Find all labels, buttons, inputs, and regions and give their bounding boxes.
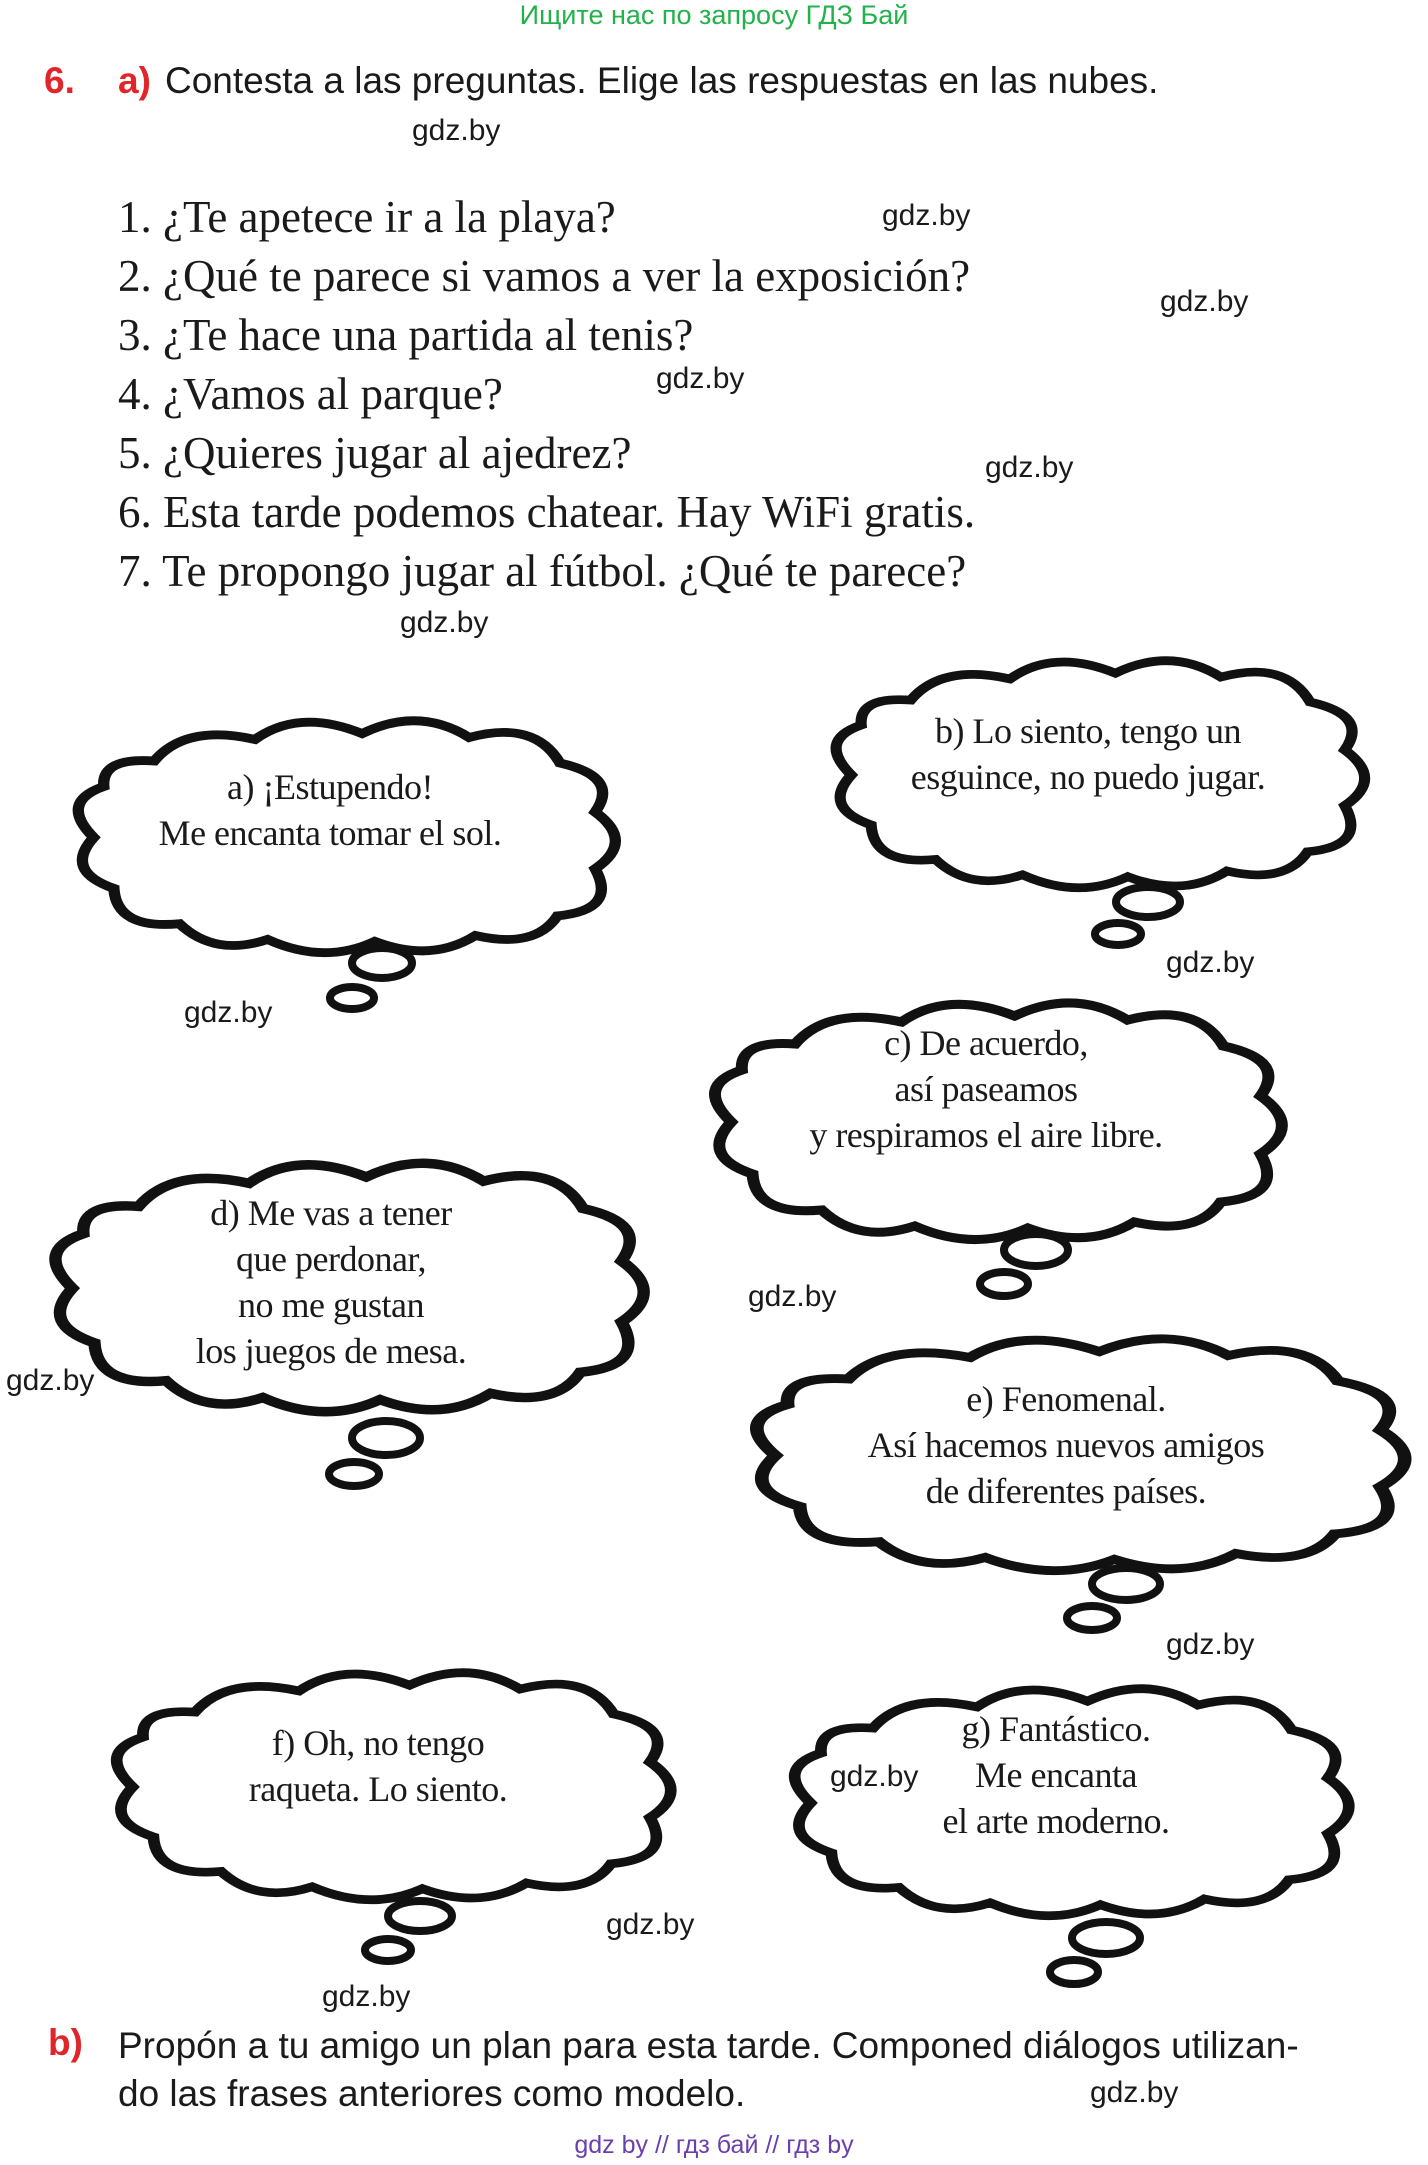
watermark: gdz.by [985, 451, 1074, 484]
watermark: gdz.by [6, 1364, 95, 1397]
watermark: gdz.by [400, 606, 489, 639]
cloud-text: c) De acuerdo, así paseamos y respiramos el aire libre. [809, 1023, 1163, 1155]
watermark: gdz.by [830, 1760, 919, 1793]
thought-cloud-b [818, 648, 1358, 968]
part-a-label: a) [118, 60, 151, 101]
watermark: gdz.by [1090, 2076, 1179, 2109]
cloud-text: g) Fantástico. Me encanta el arte moderno. [942, 1709, 1170, 1841]
watermark: gdz.by [322, 1980, 411, 2013]
watermark: gdz.by [1166, 1628, 1255, 1661]
watermark: gdz.by [184, 996, 273, 1029]
question-item: 3. ¿Te hace una partida al tenis? [118, 310, 694, 360]
thought-cloud-a [60, 708, 600, 1038]
watermark: gdz.by [748, 1280, 837, 1313]
question-item: 1. ¿Te apetece ir a la playa? [118, 192, 616, 242]
watermark: gdz.by [1160, 285, 1249, 318]
thought-cloud-g [776, 1676, 1336, 2006]
question-item: 6. Esta tarde podemos chatear. Hay WiFi gratis. [118, 487, 976, 537]
cloud-shape [60, 708, 600, 1038]
question-item: 2. ¿Qué te parece si vamos a ver la exposición? [118, 251, 971, 301]
cloud-shape [818, 648, 1358, 968]
thought-cloud-c [696, 990, 1276, 1330]
part-b-label: b) [48, 2022, 83, 2063]
watermark: gdz.by [606, 1908, 695, 1941]
footer-links: gdz by // гдз бай // гдз by [574, 2131, 854, 2159]
question-item: 7. Te propongo jugar al fútbol. ¿Qué te parece? [118, 546, 967, 596]
watermark: gdz.by [656, 362, 745, 395]
question-item: 5. ¿Quieres jugar al ajedrez? [118, 428, 632, 478]
watermark: gdz.by [412, 114, 501, 147]
thought-cloud-e [736, 1326, 1396, 1656]
part-b-instruction: Propón a tu amigo un plan para esta tarde. Componed diálogos utilizan- do las frases anteriores como modelo. [118, 2025, 1299, 2114]
exercise-number: 6. [44, 60, 75, 101]
watermark: gdz.by [1166, 946, 1255, 979]
cloud-text: b) Lo siento, tengo un esguince, no puedo jugar. [910, 711, 1266, 797]
cloud-text: a) ¡Estupendo! Me encanta tomar el sol. [158, 767, 502, 853]
cloud-shape [98, 1660, 658, 1990]
question-item: 4. ¿Vamos al parque? [118, 369, 503, 419]
thought-cloud-f [98, 1660, 658, 1990]
cloud-text: f) Oh, no tengo raqueta. Lo siento. [248, 1723, 508, 1809]
thought-cloud-d [36, 1150, 626, 1520]
question-list [118, 188, 975, 601]
cloud-text: d) Me vas a tener que perdonar, no me gustan los juegos de mesa. [195, 1193, 467, 1371]
cloud-text: e) Fenomenal. Así hacemos nuevos amigos de diferentes países. [867, 1379, 1265, 1511]
top-banner: Ищите нас по запросу ГДЗ Бай [519, 0, 909, 30]
watermark: gdz.by [882, 199, 971, 232]
part-a-instruction: Contesta a las preguntas. Elige las respuestas en las nubes. [165, 60, 1159, 101]
